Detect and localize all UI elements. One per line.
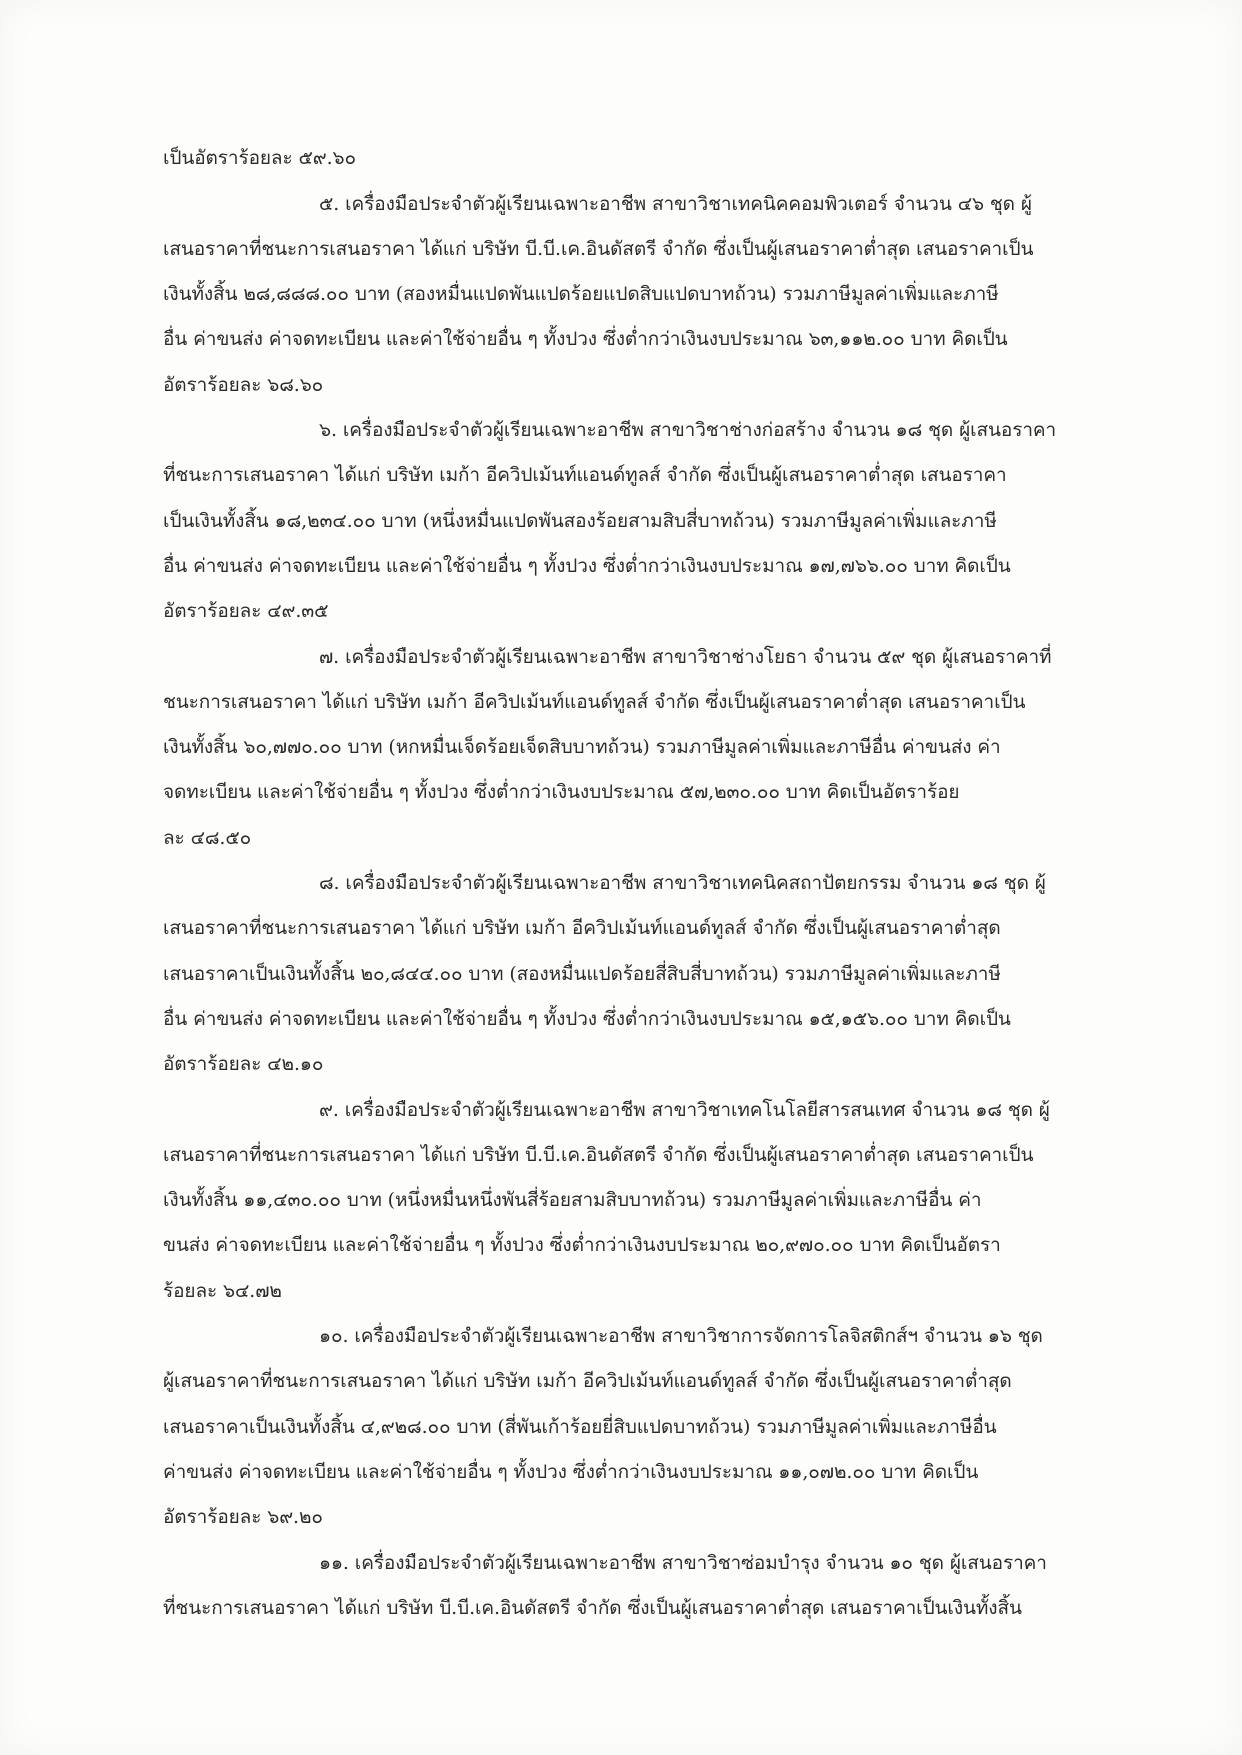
text-line: เสนอราคาเป็นเงินทั้งสิ้น ๔,๙๒๘.๐๐ บาท (สี่พันเก้าร้อยยี่สิบแปดบาทถ้วน) รวมภาษีมูลค่าเพิ่มและภาษีอื่น [163,1416,997,1438]
item-8-heading: ๘. เครื่องมือประจำตัวผู้เรียนเฉพาะอาชีพ สาขาวิชาเทคนิคสถาปัตยกรรม จำนวน ๑๘ ชุด ผู้ [319,872,1046,894]
text-line: ค่าขนส่ง ค่าจดทะเบียน และค่าใช้จ่ายอื่น ๆ ทั้งปวง ซึ่งต่ำกว่าเงินงบประมาณ ๑๑,๐๗๒.๐๐ บาท คิดเป็น [163,1461,979,1483]
text-line: อื่น ค่าขนส่ง ค่าจดทะเบียน และค่าใช้จ่ายอื่น ๆ ทั้งปวง ซึ่งต่ำกว่าเงินงบประมาณ ๖๓,๑๑๒.๐๐ บาท คิดเป็น [163,328,1008,350]
text-line: อัตราร้อยละ ๔๒.๑๐ [163,1053,324,1075]
text-line: เสนอราคาที่ชนะการเสนอราคา ได้แก่ บริษัท บี.บี.เค.อินดัสตรี จำกัด ซึ่งเป็นผู้เสนอราคาต่ำสุด เสนอราคาเป็น [163,238,1034,260]
text-line: ละ ๔๘.๕๐ [163,827,252,849]
text-line: อัตราร้อยละ ๖๙.๒๐ [163,1506,323,1528]
text-line: ร้อยละ ๖๔.๗๒ [163,1280,282,1302]
text-line: ขนส่ง ค่าจดทะเบียน และค่าใช้จ่ายอื่น ๆ ทั้งปวง ซึ่งต่ำกว่าเงินงบประมาณ ๒๐,๙๗๐.๐๐ บาท คิดเป็นอัตรา [163,1234,1001,1256]
text-line: เสนอราคาที่ชนะการเสนอราคา ได้แก่ บริษัท เมก้า อีควิปเม้นท์แอนด์ทูลส์ จำกัด ซึ่งเป็นผู้เสนอราคาต่ำสุด [163,917,1001,939]
item-11-heading: ๑๑. เครื่องมือประจำตัวผู้เรียนเฉพาะอาชีพ สาขาวิชาซ่อมบำรุง จำนวน ๑๐ ชุด ผู้เสนอราคา [319,1552,1047,1574]
item-6-heading: ๖. เครื่องมือประจำตัวผู้เรียนเฉพาะอาชีพ สาขาวิชาช่างก่อสร้าง จำนวน ๑๘ ชุด ผู้เสนอราคา [319,419,1057,441]
text-line: เสนอราคาเป็นเงินทั้งสิ้น ๒๐,๘๔๔.๐๐ บาท (สองหมื่นแปดร้อยสี่สิบสี่บาทถ้วน) รวมภาษีมูลค่าเพิ่มและภาษี [163,963,1001,985]
text-line: เป็นเงินทั้งสิ้น ๑๘,๒๓๔.๐๐ บาท (หนึ่งหมื่นแปดพันสองร้อยสามสิบสี่บาทถ้วน) รวมภาษีมูลค่าเพิ่มและภาษี [163,510,997,532]
text-line: เสนอราคาที่ชนะการเสนอราคา ได้แก่ บริษัท บี.บี.เค.อินดัสตรี จำกัด ซึ่งเป็นผู้เสนอราคาต่ำสุด เสนอราคาเป็น [163,1144,1034,1166]
text-line: ผู้เสนอราคาที่ชนะการเสนอราคา ได้แก่ บริษัท เมก้า อีควิปเม้นท์แอนด์ทูลส์ จำกัด ซึ่งเป็นผู้เสนอราคาต่ำสุด [163,1370,1012,1392]
text-line: เป็นอัตราร้อยละ ๕๙.๖๐ [163,147,356,169]
text-line: อื่น ค่าขนส่ง ค่าจดทะเบียน และค่าใช้จ่ายอื่น ๆ ทั้งปวง ซึ่งต่ำกว่าเงินงบประมาณ ๑๗,๗๖๖.๐๐ บาท คิดเป็น [163,555,1011,577]
text-line: ชนะการเสนอราคา ได้แก่ บริษัท เมก้า อีควิปเม้นท์แอนด์ทูลส์ จำกัด ซึ่งเป็นผู้เสนอราคาต่ำสุด เสนอราคาเป็น [163,691,1026,713]
item-7-heading: ๗. เครื่องมือประจำตัวผู้เรียนเฉพาะอาชีพ สาขาวิชาช่างโยธา จำนวน ๕๙ ชุด ผู้เสนอราคาที่ [319,646,1052,668]
item-5-heading: ๕. เครื่องมือประจำตัวผู้เรียนเฉพาะอาชีพ สาขาวิชาเทคนิคคอมพิวเตอร์ จำนวน ๔๖ ชุด ผู้ [319,193,1032,215]
text-line: อื่น ค่าขนส่ง ค่าจดทะเบียน และค่าใช้จ่ายอื่น ๆ ทั้งปวง ซึ่งต่ำกว่าเงินงบประมาณ ๑๕,๑๕๖.๐๐ บาท คิดเป็น [163,1008,1011,1030]
text-line: เงินทั้งสิ้น ๑๑,๔๓๐.๐๐ บาท (หนึ่งหมื่นหนึ่งพันสี่ร้อยสามสิบบาทถ้วน) รวมภาษีมูลค่าเพิ่มและภาษีอื่น ค่า [163,1189,982,1211]
text-line: ที่ชนะการเสนอราคา ได้แก่ บริษัท บี.บี.เค.อินดัสตรี จำกัด ซึ่งเป็นผู้เสนอราคาต่ำสุด เสนอราคาเป็นเงินทั้งสิ้น [163,1597,1022,1619]
text-line: อัตราร้อยละ ๔๙.๓๕ [163,600,329,622]
item-9-heading: ๙. เครื่องมือประจำตัวผู้เรียนเฉพาะอาชีพ สาขาวิชาเทคโนโลยีสารสนเทศ จำนวน ๑๘ ชุด ผู้ [319,1099,1050,1121]
item-10-heading: ๑๐. เครื่องมือประจำตัวผู้เรียนเฉพาะอาชีพ สาขาวิชาการจัดการโลจิสติกส์ฯ จำนวน ๑๖ ชุด [319,1325,1043,1347]
text-line: เงินทั้งสิ้น ๒๘,๘๘๘.๐๐ บาท (สองหมื่นแปดพันแปดร้อยแปดสิบแปดบาทถ้วน) รวมภาษีมูลค่าเพิ่มและภาษี [163,283,999,305]
text-line: เงินทั้งสิ้น ๖๐,๗๗๐.๐๐ บาท (หกหมื่นเจ็ดร้อยเจ็ดสิบบาทถ้วน) รวมภาษีมูลค่าเพิ่มและภาษีอื่น ค่าขนส่ง ค่า [163,736,1001,758]
text-line: อัตราร้อยละ ๖๘.๖๐ [163,374,324,396]
text-line: จดทะเบียน และค่าใช้จ่ายอื่น ๆ ทั้งปวง ซึ่งต่ำกว่าเงินงบประมาณ ๕๗,๒๓๐.๐๐ บาท คิดเป็นอัตราร้อย [163,781,960,803]
text-line: ที่ชนะการเสนอราคา ได้แก่ บริษัท เมก้า อีควิปเม้นท์แอนด์ทูลส์ จำกัด ซึ่งเป็นผู้เสนอราคาต่ำสุด เสนอราคา [163,464,1007,486]
